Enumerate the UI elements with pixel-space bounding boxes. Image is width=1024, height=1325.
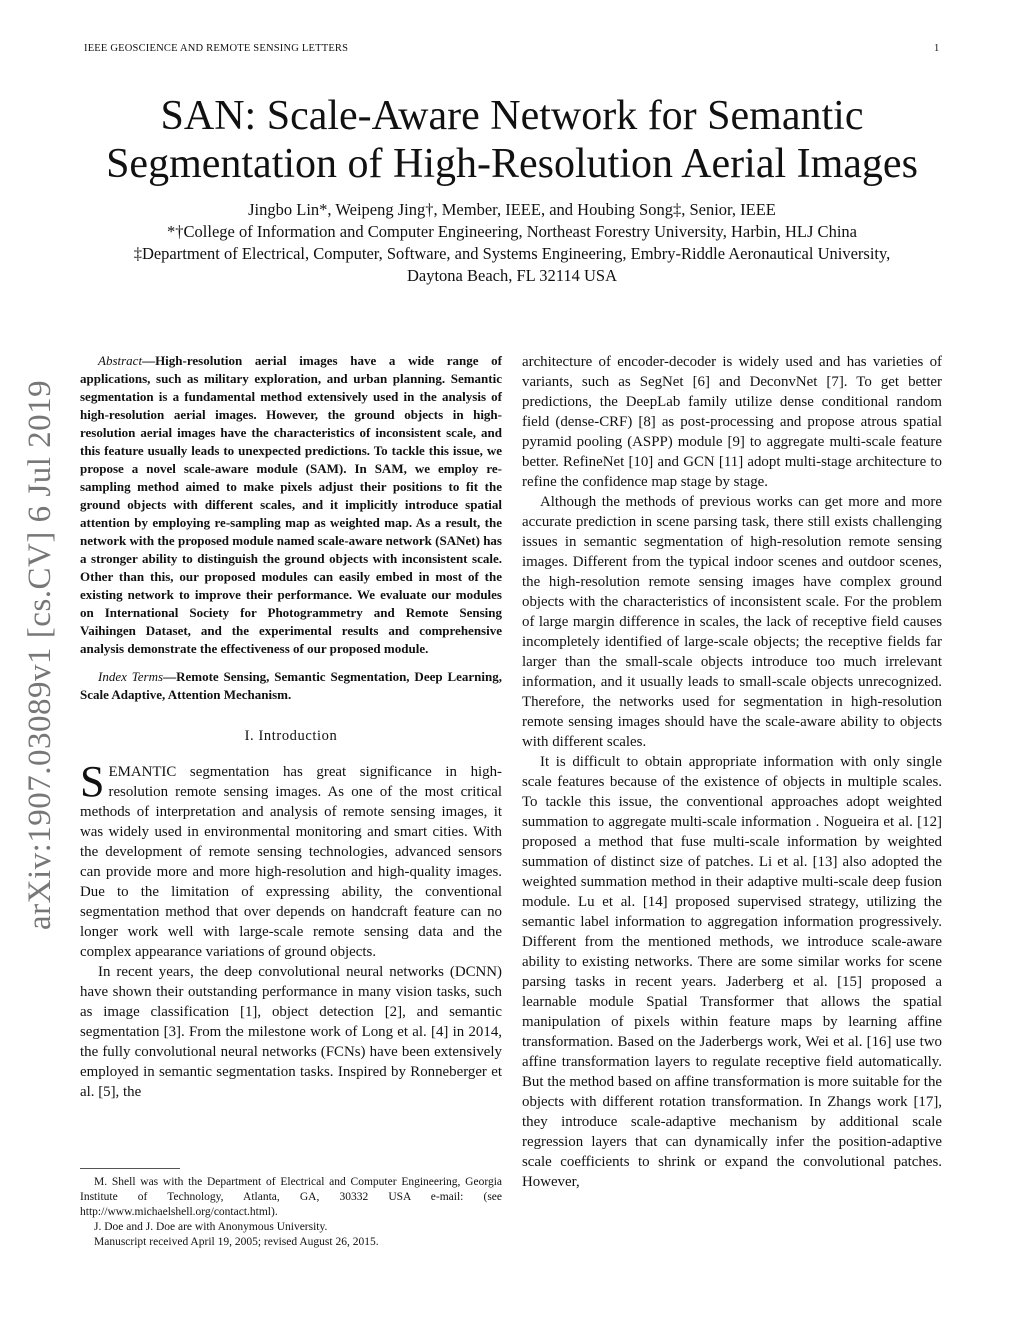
- index-terms-text: —Remote Sensing, Semantic Segmentation, Deep Learning, Scale Adaptive, Attention Mechanism.: [80, 669, 502, 702]
- footnotes: [80, 1175, 502, 1250]
- right-paragraph-2: Although the methods of previous works can get more and more accurate prediction in scene parsing task, there still exists challenging issues in semantic segmentation of high-resolution remote sensing images. Different from the typical indoor scenes and outdoor scenes, the high-resolution remote sensing images have complex ground objects with the characteristics of inconsistent scale. For the problem of large margin difference in scales, the lack of receptive field causes incompletely identified of large-scale objects; the receptive fields far larger than the small-scale objects introduce too much irrelevant information, and it usually leads to small-scale objects unrecognized. Therefore, the networks used for segmentation in high-resolution remote sensing images should have the scale-aware ability to objects with different scales.: [522, 494, 942, 750]
- paper-title-line-2: Segmentation of High-Resolution Aerial Images: [106, 141, 918, 187]
- footnote-divider: [80, 1168, 180, 1169]
- paper-title-line-1: SAN: Scale-Aware Network for Semantic: [160, 93, 864, 139]
- page-number: 1: [934, 43, 940, 54]
- right-paragraph-1: architecture of encoder-decoder is widely used and has varieties of variants, such as SegNet [6] and DeconvNet [7]. To get better predictions, the DeepLab family utilize dense conditional random field (dense-CRF) [8] as post-processing and propose atrous spatial pyramid pooling (ASPP) module [9] to aggregate multi-scale feature better. RefineNet [10] and GCN [11] adopt multi-stage architecture to refine the confidence map stage by stage.: [522, 354, 942, 490]
- affiliation-1: *†College of Information and Computer Engineering, Northeast Forestry University, Harbin, HLJ China: [167, 222, 857, 241]
- index-terms-label: Index Terms: [98, 669, 164, 684]
- footnote-3: Manuscript received April 19, 2005; revised August 26, 2015.: [94, 1236, 379, 1248]
- arxiv-identifier-stamp: arXiv:1907.03089v1 [cs.CV] 6 Jul 2019: [22, 379, 58, 930]
- affiliation-2: ‡Department of Electrical, Computer, Software, and Systems Engineering, Embry-Riddle Aeronautical University,: [133, 244, 891, 263]
- running-header-journal: IEEE GEOSCIENCE AND REMOTE SENSING LETTERS: [84, 43, 349, 54]
- intro-paragraph-2: In recent years, the deep convolutional neural networks (DCNN) have shown their outstanding performance in many vision tasks, such as image classification [1], object detection [2], and semantic segmentation [3]. From the milestone work of Long et al. [4] in 2014, the fully convolutional neural networks (FCNs) have been extensively employed in semantic segmentation tasks. Inspired by Ronneberger et al. [5], the: [80, 964, 502, 1100]
- footnote-2: J. Doe and J. Doe are with Anonymous University.: [94, 1221, 328, 1233]
- footnote-1: M. Shell was with the Department of Electrical and Computer Engineering, Georgia Institute of Technology, Atlanta, GA, 30332 USA e-mail: (see http://www.michaelshell.org/contact.html).: [80, 1176, 502, 1218]
- intro-paragraph-1-text: EMANTIC segmentation has great significance in high-resolution remote sensing images. As one of the most critical methods of interpretation and analysis of remote sensing images, it was widely used in environmental monitoring and smart cities. With the development of remote sensing technologies, advanced sensors can provide more and more high-resolution and high-quality images. Due to the limitation of expressing ability, the conventional segmentation method that over depends on handcraft feature can no longer work well with large-scale remote sensing data and the complex appearance variations of ground objects.: [80, 764, 502, 960]
- left-column: [80, 352, 502, 1102]
- author-line: Jingbo Lin*, Weipeng Jing†, Member, IEEE, and Houbing Song‡, Senior, IEEE: [248, 200, 776, 219]
- abstract-text: —High-resolution aerial images have a wide range of applications, such as military exploration, and urban planning. Semantic segmentation is a fundamental method extensively used in the analysis of high-resolution aerial images. However, the ground objects in high-resolution aerial images have the characteristics of inconsistent scale, and this feature usually leads to unexpected predictions. To tackle this issue, we propose a novel scale-aware module (SAM). In SAM, we employ re-sampling method aimed to make pixels adjust their positions to fit the ground objects with different scales, and it implicitly introduce spatial attention by employing re-sampling map as weighted map. As a result, the network with the proposed module named scale-aware network (SANet) has a stronger ability to distinguish the ground objects with inconsistent scale. Other than this, our proposed modules can easily embed in most of the existing network to improve their performance. We evaluate our modules on International Society for Photogrammetry and Remote Sensing Vaihingen Dataset, and the experimental results and comprehensive analysis demonstrate the effectiveness of our proposed module.: [80, 353, 502, 656]
- drop-cap: S: [80, 757, 105, 806]
- right-column: [522, 352, 942, 1192]
- abstract-label: Abstract: [98, 353, 143, 368]
- section-heading-introduction: I. Introduction: [244, 728, 338, 744]
- abstract: [80, 352, 502, 658]
- intro-paragraph-1: [80, 757, 502, 962]
- affiliation-3: Daytona Beach, FL 32114 USA: [406, 266, 618, 285]
- right-paragraph-3: It is difficult to obtain appropriate information with only single scale features because of the existence of objects in multiple scales. To tackle this issue, the conventional approaches adopt weighted summation to aggregate multi-scale information . Nogueira et al. [12] proposed a method that fuse multi-scale information by weighted summation of distinct size of patches. Li et al. [13] also adopted the weighted summation method in their adaptive multi-scale deep fusion module. Lu et al. [14] proposed supervised strategy, utilizing the semantic label information to aggregation information progressively. Different from the mentioned methods, we introduce scale-aware ability to existing networks. There are some similar works for scene parsing tasks in recent years. Jaderberg et al. [15] proposed a learnable module Spatial Transformer that allows the spatial manipulation of pixels within feature maps by learning affine transformation. Based on the Jaderbergs work, Wei et al. [16] use two affine transformation layers to regulate receptive field automatically. But the method based on affine transformation is more suitable for the objects with different rotation transformation. In Zhangs work [17], they introduce scale-adaptive mechanism by additional scale regression layers that can dynamically infer the position-adaptive scale coefficients to shrink or expand the convolutional patches. However,: [522, 754, 942, 1190]
- index-terms: [80, 668, 502, 704]
